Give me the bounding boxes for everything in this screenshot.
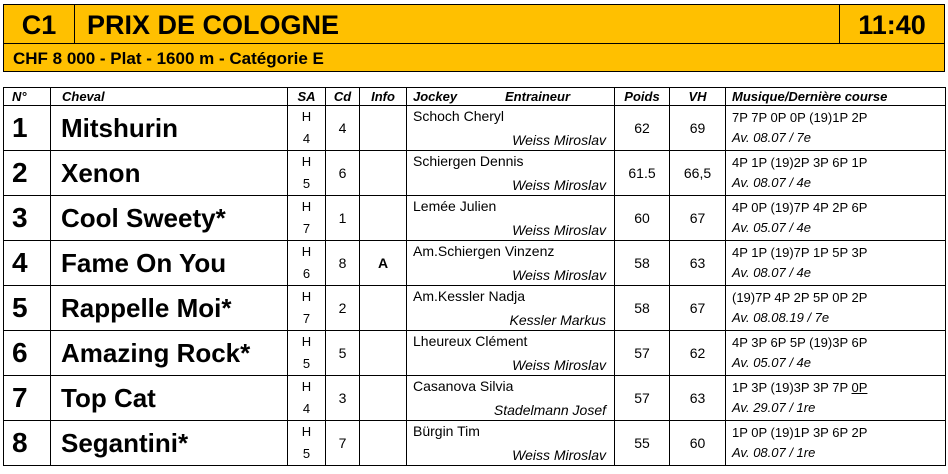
music-last-race	[726, 331, 946, 376]
col-weight-header: Poids	[615, 88, 670, 106]
jockey-trainer	[407, 106, 615, 151]
race-conditions: CHF 8 000 - Plat - 1600 m - Catégorie E	[3, 44, 945, 72]
draw: 7	[326, 421, 360, 466]
info	[360, 331, 407, 376]
col-num-header: N°	[4, 88, 51, 106]
race-code: C1	[4, 5, 75, 43]
jockey-trainer	[407, 421, 615, 466]
sex-age	[288, 421, 326, 466]
jockey-trainer	[407, 331, 615, 376]
weight: 60	[615, 196, 670, 241]
age: 6	[302, 266, 311, 281]
jockey-name: Am.Kessler Nadja	[413, 288, 526, 304]
col-jockey-trainer-header	[407, 88, 615, 106]
sex-age	[288, 286, 326, 331]
trainer-name: Weiss Miroslav	[512, 267, 606, 283]
table-row	[4, 331, 946, 376]
table-row	[4, 106, 946, 151]
race-time: 11:40	[839, 5, 944, 43]
age: 7	[302, 221, 311, 236]
jockey-name: Am.Schiergen Vinzenz	[413, 243, 555, 259]
draw: 1	[326, 196, 360, 241]
race-header	[3, 4, 945, 44]
music-text: 1P 3P (19)3P 3P 7P	[732, 380, 852, 395]
info	[360, 286, 407, 331]
last-race: Av. 05.07 / 4e	[732, 220, 812, 235]
trainer-name: Kessler Markus	[509, 312, 606, 328]
trainer-name: Stadelmann Josef	[493, 402, 606, 418]
sex-age	[288, 196, 326, 241]
col-trainer-header: Entraineur	[505, 89, 571, 104]
weight: 57	[615, 376, 670, 421]
jockey-trainer	[407, 196, 615, 241]
music-last-race	[726, 196, 946, 241]
horse-name: Top Cat	[51, 376, 288, 421]
jockey-name: Schoch Cheryl	[413, 108, 505, 124]
sex: H	[301, 289, 312, 304]
info	[360, 151, 407, 196]
sex: H	[301, 199, 312, 214]
info	[360, 376, 407, 421]
draw: 3	[326, 376, 360, 421]
age: 5	[302, 176, 311, 191]
jockey-name: Bürgin Tim	[413, 423, 480, 439]
runner-number: 7	[4, 376, 51, 421]
jockey-trainer	[407, 151, 615, 196]
last-race: Av. 08.07 / 7e	[732, 130, 812, 145]
col-music-header: Musique/Dernière course	[726, 88, 946, 106]
table-row	[4, 286, 946, 331]
runner-number: 1	[4, 106, 51, 151]
jockey-name: Schiergen Dennis	[413, 153, 524, 169]
last-race: Av. 08.07 / 4e	[732, 175, 812, 190]
runner-number: 2	[4, 151, 51, 196]
weight: 61.5	[615, 151, 670, 196]
vh: 67	[670, 286, 726, 331]
sex: H	[301, 154, 312, 169]
draw: 2	[326, 286, 360, 331]
horse-name: Rappelle Moi*	[51, 286, 288, 331]
horse-name: Cool Sweety*	[51, 196, 288, 241]
music-last-race	[726, 106, 946, 151]
music-text: 7P 7P 0P 0P (19)1P 2P	[732, 110, 868, 125]
sex-age	[288, 106, 326, 151]
weight: 58	[615, 286, 670, 331]
weight: 57	[615, 331, 670, 376]
horse-name: Xenon	[51, 151, 288, 196]
table-row	[4, 421, 946, 466]
jockey-name: Lemée Julien	[413, 198, 497, 214]
jockey-name: Casanova Silvia	[413, 378, 514, 394]
vh: 63	[670, 241, 726, 286]
col-vh-header: VH	[670, 88, 726, 106]
draw: 6	[326, 151, 360, 196]
music	[732, 333, 945, 353]
last-race: Av. 05.07 / 4e	[732, 355, 812, 370]
col-horse-header: Cheval	[51, 88, 288, 106]
info	[360, 106, 407, 151]
table-row	[4, 241, 946, 286]
music-text: 1P 0P (19)1P 3P 6P 2P	[732, 425, 868, 440]
trainer-name: Weiss Miroslav	[512, 447, 606, 463]
col-jockey-header: Jockey	[413, 89, 458, 104]
vh: 66,5	[670, 151, 726, 196]
vh: 69	[670, 106, 726, 151]
info	[360, 196, 407, 241]
music-underlined: 0P	[851, 380, 868, 395]
sex-age	[288, 331, 326, 376]
music	[732, 423, 945, 443]
runner-number: 6	[4, 331, 51, 376]
vh: 62	[670, 331, 726, 376]
weight: 55	[615, 421, 670, 466]
horse-name: Mitshurin	[51, 106, 288, 151]
runner-number: 5	[4, 286, 51, 331]
runner-number: 4	[4, 241, 51, 286]
age: 4	[302, 131, 311, 146]
draw: 4	[326, 106, 360, 151]
table-row	[4, 376, 946, 421]
weight: 58	[615, 241, 670, 286]
race-title: PRIX DE COLOGNE	[87, 10, 340, 40]
music	[732, 153, 945, 173]
last-race: Av. 08.08.19 / 7e	[732, 310, 830, 325]
table-row	[4, 151, 946, 196]
table-header-row	[4, 88, 946, 106]
music-text: 4P 0P (19)7P 4P 2P 6P	[732, 200, 868, 215]
trainer-name: Weiss Miroslav	[512, 177, 606, 193]
music-text: 4P 3P 6P 5P (19)3P 6P	[732, 335, 868, 350]
table-row	[4, 196, 946, 241]
trainer-name: Weiss Miroslav	[512, 357, 606, 373]
last-race: Av. 08.07 / 1re	[732, 445, 816, 460]
music	[732, 243, 945, 263]
music	[732, 378, 945, 398]
age: 4	[302, 401, 311, 416]
music-last-race	[726, 151, 946, 196]
jockey-name: Lheureux Clément	[413, 333, 528, 349]
music-last-race	[726, 286, 946, 331]
col-sa-header: SA	[288, 88, 326, 106]
music	[732, 108, 945, 128]
last-race: Av. 08.07 / 4e	[732, 265, 812, 280]
trainer-name: Weiss Miroslav	[512, 222, 606, 238]
draw: 5	[326, 331, 360, 376]
music-last-race	[726, 421, 946, 466]
vh: 63	[670, 376, 726, 421]
sex: H	[301, 379, 312, 394]
sex-age	[288, 241, 326, 286]
music-last-race	[726, 376, 946, 421]
age: 5	[302, 356, 311, 371]
runner-number: 8	[4, 421, 51, 466]
horse-name: Fame On You	[51, 241, 288, 286]
col-info-header: Info	[360, 88, 407, 106]
sex: H	[301, 244, 312, 259]
music	[732, 288, 945, 308]
draw: 8	[326, 241, 360, 286]
music-text: 4P 1P (19)2P 3P 6P 1P	[732, 155, 868, 170]
info	[360, 421, 407, 466]
runner-number: 3	[4, 196, 51, 241]
horse-name: Segantini*	[51, 421, 288, 466]
age: 7	[302, 311, 311, 326]
col-cd-header: Cd	[326, 88, 360, 106]
vh: 60	[670, 421, 726, 466]
last-race: Av. 29.07 / 1re	[732, 400, 816, 415]
music-text: (19)7P 4P 2P 5P 0P 2P	[732, 290, 868, 305]
music-text: 4P 1P (19)7P 1P 5P 3P	[732, 245, 868, 260]
music-last-race	[726, 241, 946, 286]
info: A	[360, 241, 407, 286]
sex: H	[301, 109, 312, 124]
runners-table	[3, 87, 946, 466]
vh: 67	[670, 196, 726, 241]
jockey-trainer	[407, 241, 615, 286]
sex-age	[288, 151, 326, 196]
jockey-trainer	[407, 376, 615, 421]
horse-name: Amazing Rock*	[51, 331, 288, 376]
sex-age	[288, 376, 326, 421]
weight: 62	[615, 106, 670, 151]
sex: H	[301, 424, 312, 439]
music	[732, 198, 945, 218]
jockey-trainer	[407, 286, 615, 331]
trainer-name: Weiss Miroslav	[512, 132, 606, 148]
age: 5	[302, 446, 311, 461]
sex: H	[301, 334, 312, 349]
